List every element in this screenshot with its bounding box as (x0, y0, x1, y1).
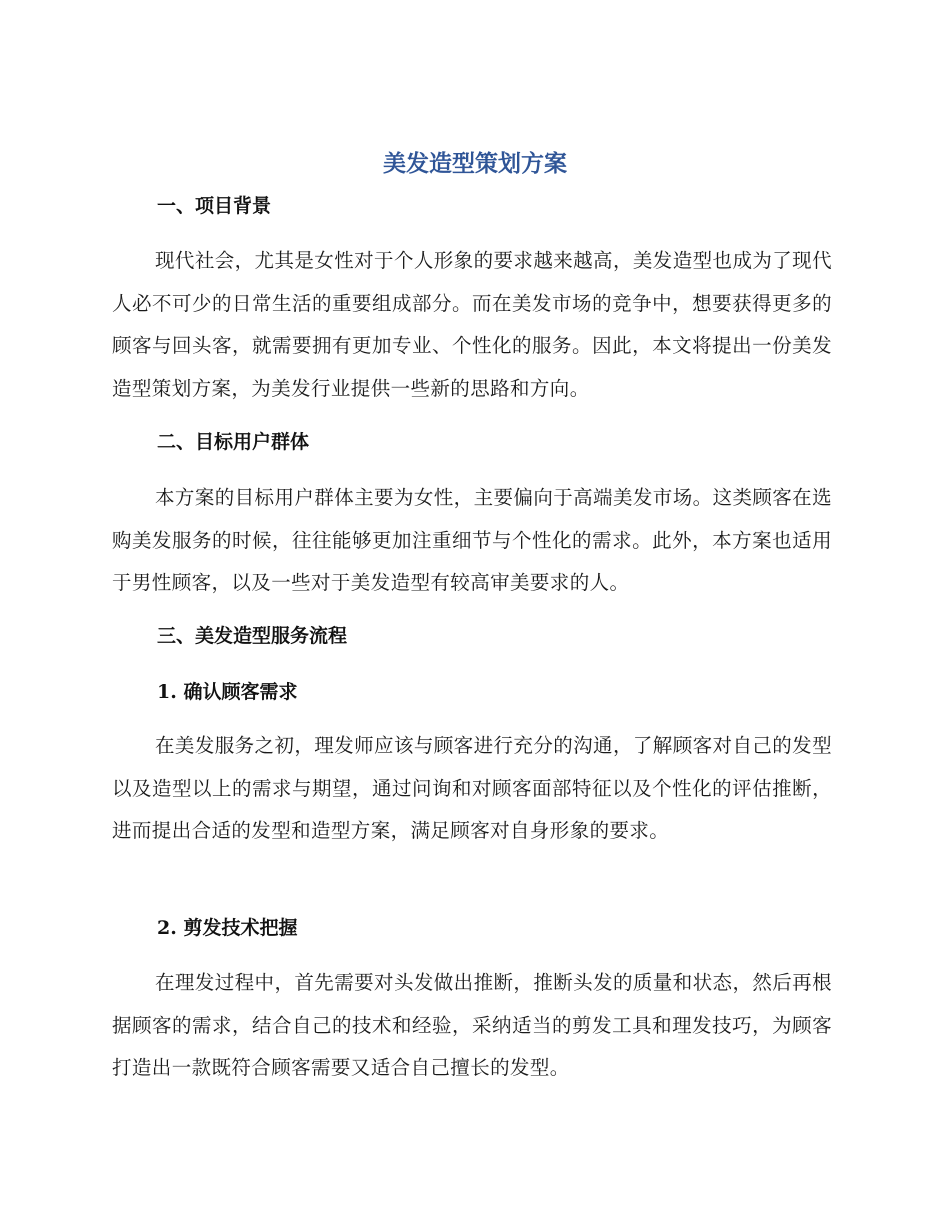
paragraph-background: 现代社会，尤其是女性对于个人形象的要求越来越高，美发造型也成为了现代人必不可少的日常生活的重要组成部分。而在美发市场的竞争中，想要获得更多的顾客与回头客，就需要拥有更加专业、个性化的服务。因此，本文将提出一份美发造型策划方案，为美发行业提供一些新的思路和方向。 (112, 249, 832, 400)
subsection-heading-confirm-needs: 1. 确认顾客需求 (157, 681, 298, 703)
paragraph-cutting-technique: 在理发过程中，首先需要对头发做出推断，推断头发的质量和状态，然后再根据顾客的需求，结合自己的技术和经验，采纳适当的剪发工具和理发技巧，为顾客打造出一款既符合顾客需要又适合自己擅长的发型。 (112, 971, 832, 1079)
section-heading-target-users: 二、目标用户群体 (157, 431, 310, 453)
section-heading-service-process: 三、美发造型服务流程 (157, 625, 348, 647)
subsection-heading-cutting-technique: 2. 剪发技术把握 (157, 917, 298, 939)
section-heading-background: 一、项目背景 (157, 195, 272, 217)
paragraph-target-users: 本方案的目标用户群体主要为女性，主要偏向于高端美发市场。这类顾客在选购美发服务的时候，往往能够更加注重细节与个性化的需求。此外，本方案也适用于男性顾客，以及一些对于美发造型有较高审美要求的人。 (112, 486, 832, 594)
paragraph-confirm-needs: 在美发服务之初，理发师应该与顾客进行充分的沟通，了解顾客对自己的发型以及造型以上的需求与期望，通过问询和对顾客面部特征以及个性化的评估推断，进而提出合适的发型和造型方案，满足顾客对自身形象的要求。 (112, 734, 832, 842)
document-title: 美发造型策划方案 (383, 150, 567, 177)
